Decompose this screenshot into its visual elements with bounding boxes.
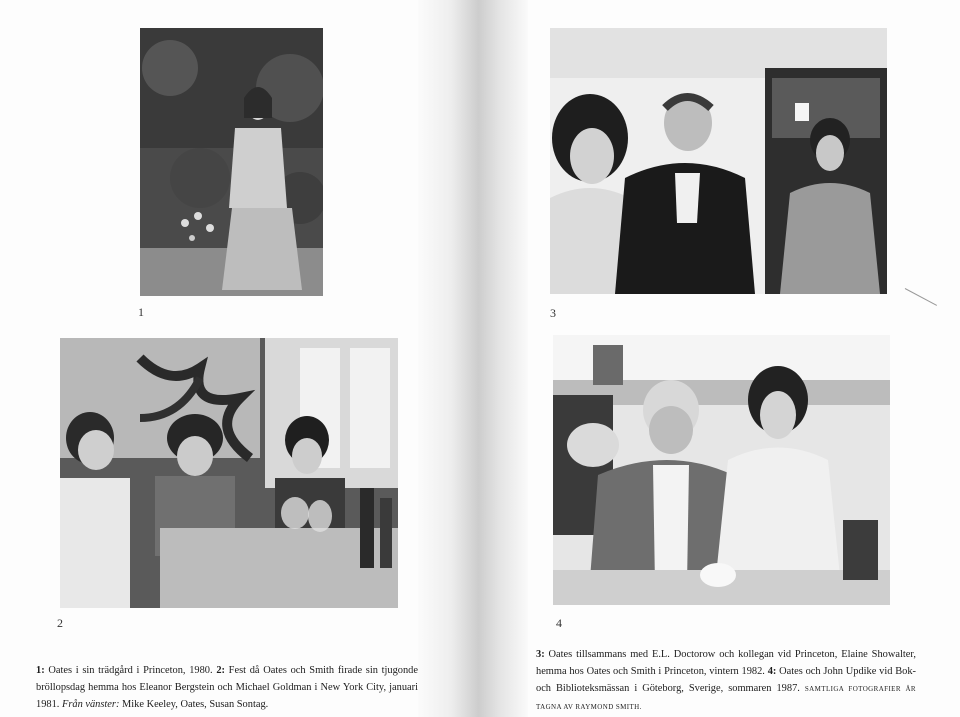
photo-3 xyxy=(550,28,887,294)
caption-number-3: 3: xyxy=(536,649,545,660)
caption-text-2: Fest då Oates och Smith firade sin tjugonde bröllopsdag hemma hos Eleanor Bergstein och Michael Goldman i New York City, januari 1981. xyxy=(36,665,418,710)
caption-text-names: Mike Keeley, Oates, Susan Sontag. xyxy=(119,699,269,710)
photo-number-4: 4 xyxy=(556,616,562,630)
caption-left xyxy=(36,662,418,713)
photo-number-1: 1 xyxy=(138,305,144,319)
caption-text-1: Oates i sin trädgård i Princeton, 1980. xyxy=(44,665,213,676)
caption-number-1: 1: xyxy=(36,665,45,676)
caption-number-4: 4: xyxy=(767,666,777,677)
photo-credit: SAMTLIGA FOTOGRAFIER ÄR TAGNA AV RAYMOND SMITH. xyxy=(536,685,917,711)
caption-right xyxy=(536,646,916,716)
photo-number-3: 3 xyxy=(550,306,556,320)
book-gutter xyxy=(418,0,528,717)
photo-1 xyxy=(140,28,323,296)
caption-text-4: Oates och John Updike vid Bok- och Biblioteksmässan i Göteborg, Sverige, sommaren 1987. xyxy=(536,666,916,694)
caption-text-3: Oates tillsammans med E.L. Doctorow och kollegan vid Princeton, Elaine Showalter, hemma hos Oates och Smith i Princeton, vintern 1982. xyxy=(536,649,916,677)
photo-number-2: 2 xyxy=(57,616,63,630)
caption-italic-from-left: Från vänster: xyxy=(62,699,120,710)
photo-4 xyxy=(553,335,890,605)
photo-2 xyxy=(60,338,398,608)
caption-number-2: 2: xyxy=(216,665,225,676)
